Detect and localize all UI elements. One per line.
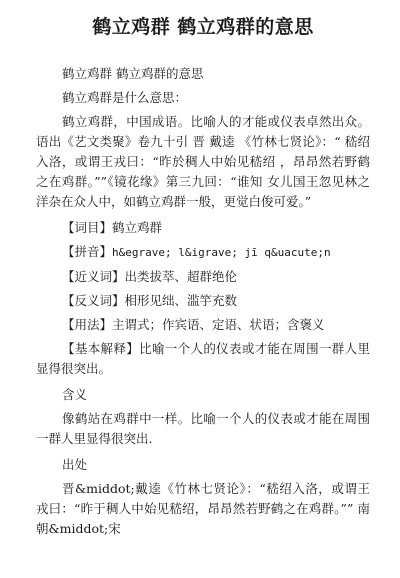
entry-antonyms-label: 【反义词】: [62, 293, 125, 308]
entry-pinyin: [36, 242, 370, 263]
entry-word: [36, 218, 370, 238]
entry-antonyms: [36, 291, 370, 311]
entry-basic-meaning: [36, 339, 370, 379]
intro-paragraph: 鹤立鸡群，中国成语。比喻人的才能或仪表卓然出众。语出《艺文类聚》卷九十引 晋 戴逵 《竹林七贤论》：“ 嵇绍入洛，或谓王戎曰：“昨於稠人中始见嵇绍 ，昂昂然若野鹤之在鸡群。””《镜花缘》第三九回：“谁知 女儿国王忽见林之洋杂在众人中，如鹤立鸡群一般，更觉白俊可爱。”: [36, 114, 370, 209]
entry-basic-meaning-text: 比喻一个人的仪表或才能在周围一群人里显得很突出。: [36, 341, 370, 376]
entry-synonyms-text: 出类拔萃、超群绝伦: [124, 269, 238, 284]
document-title: 鹤立鸡群 鹤立鸡群的意思: [92, 16, 314, 38]
entry-synonyms-label: 【近义词】: [62, 269, 125, 284]
entry-word-text: 鹤立鸡群: [112, 220, 163, 235]
source-heading: 出处: [62, 457, 88, 472]
entry-antonyms-text: 相形见绌、滥竽充数: [124, 293, 238, 308]
entry-basic-meaning-label: 【基本解释】: [62, 341, 140, 356]
entry-usage-text: 主谓式；作宾语、定语、状语；含褒义: [112, 317, 325, 332]
entry-pinyin-text: h&egrave; l&igrave; jī q&uacute;n: [112, 246, 331, 259]
entry-word-label: 【词目】: [62, 220, 113, 235]
source-paragraph: 晋&middot;戴逵《竹林七贤论》：“嵇绍入洛，或谓王戎曰：“昨于稠人中始见嵇绍，昂昂然若野鹤之在鸡群。”” 南朝&middot;宋: [36, 481, 370, 536]
entry-usage: [36, 315, 370, 335]
meaning-heading: 含义: [62, 387, 88, 402]
entry-pinyin-label: 【拼音】: [62, 244, 113, 259]
question-paragraph: 鹤立鸡群是什么意思：: [62, 90, 188, 105]
document-body: [36, 64, 370, 539]
entry-synonyms: [36, 267, 370, 287]
subtitle-paragraph: 鹤立鸡群 鹤立鸡群的意思: [62, 66, 204, 81]
entry-usage-label: 【用法】: [62, 317, 113, 332]
meaning-paragraph: 像鹤站在鸡群中一样。比喻一个人的仪表或才能在周围一群人里显得很突出.: [36, 411, 370, 446]
